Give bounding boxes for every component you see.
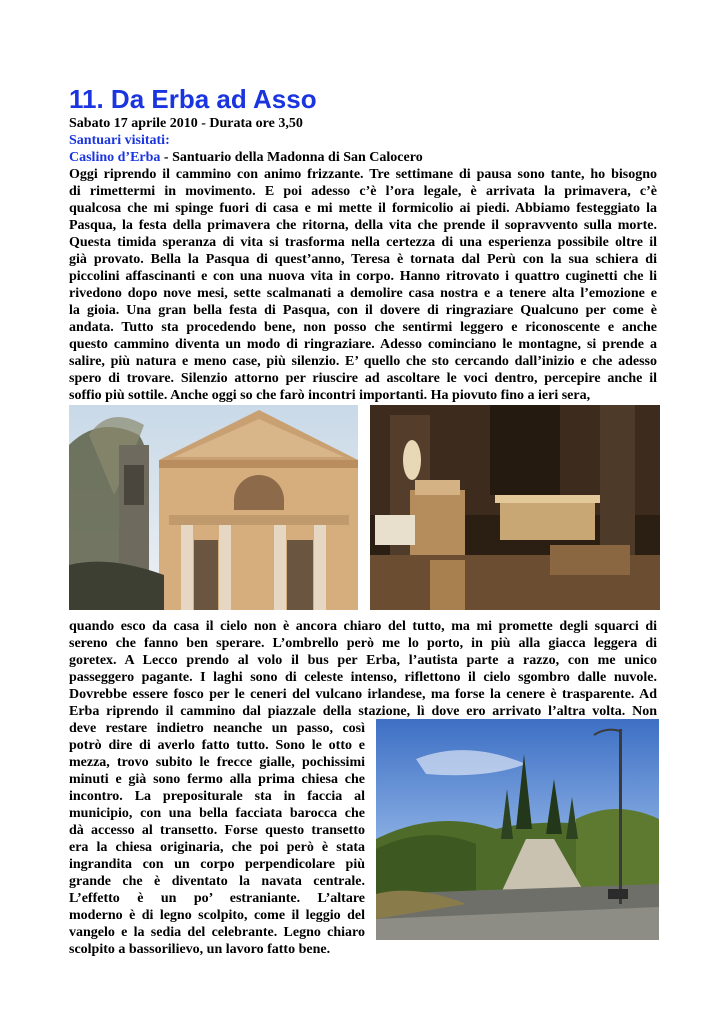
text-line: ingrandita con un corpo perpendicolare più <box>69 857 365 872</box>
place-name: Caslino d’Erba <box>69 150 161 165</box>
text-line: spero di trovare. Silenzio attorno per riuscire ad ascoltare le voci dentro, percepire anche il <box>69 371 657 386</box>
text-line: moderno è di legno scolpito, come il leggio del <box>69 908 365 923</box>
text-line: salire, più natura e meno case, più silenzio. E’ quello che sto cercando dall’inizio e che adesso <box>69 354 657 369</box>
text-line: Oggi riprendo il cammino con animo frizzante. Tre settimane di pausa sono tante, ho bisogno <box>69 167 657 182</box>
text-line: municipio, con una bella facciata barocca che <box>69 806 365 821</box>
text-line: minuti e già sono fermo alla prima chiesa che <box>69 772 365 787</box>
text-line: scolpito a bassorilievo, un lavoro fatto bene. <box>69 942 331 957</box>
text-line: rivedono dopo nove mesi, sette scalmanati a demolire casa nostra e a tenere alta l’emozione e <box>69 286 657 301</box>
text-line: di rimettermi in movimento. E poi adesso c’è l’ora legale, è arrivata la primavera, c’è <box>69 184 657 199</box>
text-line: piccolini affascinanti e con una nuova vita in corpo. Hanno ritrovato i quattro cuginetti che li <box>69 269 657 284</box>
text-line: questo cammino diventa un modo di ringraziare. Adesso cominciano le montagne, si prende a <box>69 337 657 352</box>
text-line: deve restare indietro neanche un passo, così <box>69 721 365 736</box>
date-line: Sabato 17 aprile 2010 - Durata ore 3,50 <box>69 116 303 131</box>
church-facade-photo <box>69 405 358 610</box>
text-line: sereno che fanno ben sperare. L’ombrello però me lo porto, in più alla giacca leggera di <box>69 636 657 651</box>
text-line: dà accesso al transetto. Forse questo transetto <box>69 823 365 838</box>
text-line: Erba riprendo il cammino dal piazzale della stazione, lì dove ero arrivato l’altra volta. Non <box>69 704 657 719</box>
sanctuary-name: - Santuario della Madonna di San Calocero <box>160 150 423 165</box>
text-line: andata. Tutto sta procedendo bene, non posso che sentirmi leggero e riconoscente e anche <box>69 320 657 335</box>
text-line: era la chiesa originaria, che poi però è stata <box>69 840 365 855</box>
text-line: Questa timida speranza di vita si trasforma nella certezza di una esperienza possibile oltre il <box>69 235 657 250</box>
text-line: la gioia. Una gran bella festa di Pasqua, con il dovere di ringraziare Qualcuno per come è <box>69 303 657 318</box>
text-line: incontro. La prepositurale sta in faccia al <box>69 789 365 804</box>
text-line: qualcosa che mi spinge fuori di casa e mi mette il formicolio ai piedi. Abbiamo festeggiato la <box>69 201 657 216</box>
page-title: 11. Da Erba ad Asso <box>69 84 317 114</box>
text-line: L’effetto è un po’ estraniante. L’altare <box>69 891 365 906</box>
text-line: mezza, trovo subito le frecce gialle, pochissimi <box>69 755 365 770</box>
text-line: grande che è diventato la navata centrale. <box>69 874 365 889</box>
text-line: passeggero pagante. I laghi sono di celeste intenso, riflettono il cielo sgombro dalle nuvole. <box>69 670 657 685</box>
text-line: potrò dire di averlo fatto tutto. Sono le otto e <box>69 738 365 753</box>
church-interior-photo <box>370 405 660 610</box>
text-line: Pasqua, la festa della primavera che ritorna, della vita che prende il sopravvento sulla morte. <box>69 218 657 233</box>
cypress-staircase-photo <box>376 719 659 940</box>
text-line: vangelo e la sedia del celebrante. Legno chiaro <box>69 925 365 940</box>
text-line: Dovrebbe essere fosco per le ceneri del vulcano irlandese, ma forse la cenere è trasparente. Ad <box>69 687 657 702</box>
text-line: già provato. Bella la Pasqua di quest’anno, Teresa è tornata dal Perù con la sua schiera di <box>69 252 657 267</box>
text-line: soffio più sottile. Anche oggi so che farò incontri importanti. Ha piovuto fino a ieri sera, <box>69 388 591 403</box>
text-line: goretex. A Lecco prendo al volo il bus per Erba, l’autista parte a razzo, con me unico <box>69 653 657 668</box>
text-line: quando esco da casa il cielo non è ancora chiaro del tutto, ma mi promette degli squarci di <box>69 619 657 634</box>
sanctuary-line <box>69 149 423 166</box>
sanctuaries-label: Santuari visitati: <box>69 133 170 148</box>
